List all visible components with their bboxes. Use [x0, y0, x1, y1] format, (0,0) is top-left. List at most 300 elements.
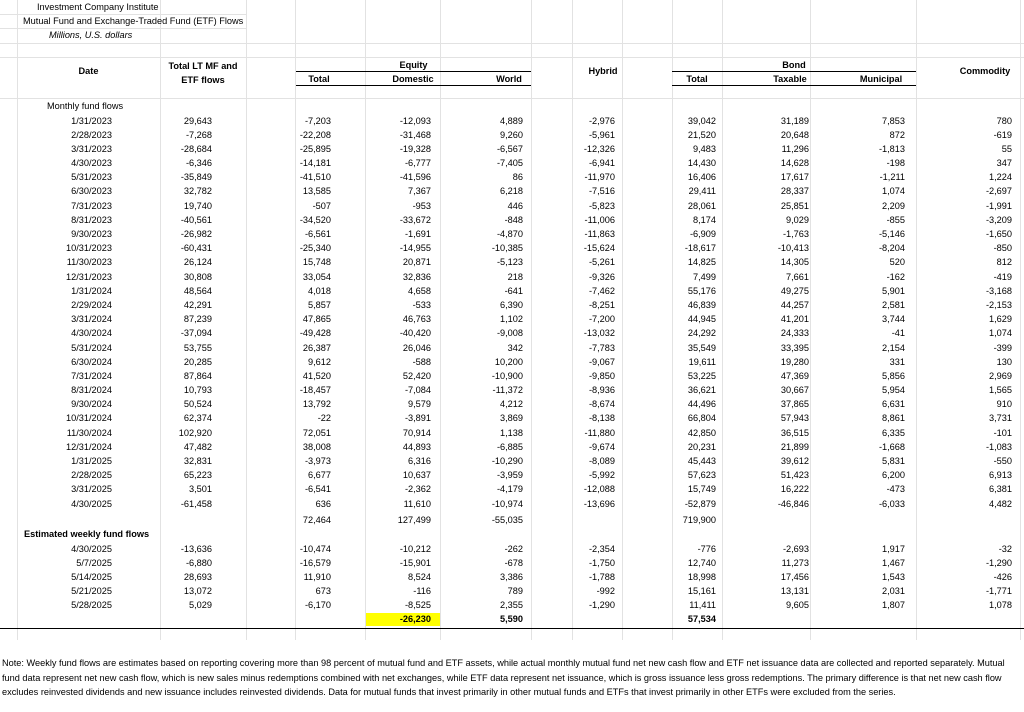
cell-hybrid: -5,261: [588, 257, 615, 268]
col-bond-group: Bond: [782, 60, 806, 70]
cell-eq-total: -6,561: [304, 229, 331, 240]
cell-total-lt: 3,501: [189, 484, 212, 495]
cell-eq-domestic: -19,328: [399, 143, 431, 154]
cell-bd-taxable: -2,693: [782, 543, 809, 554]
cell-bd-taxable: 9,029: [786, 214, 809, 225]
cell-hybrid: -9,326: [588, 271, 615, 282]
cell-bd-municipal: -1,668: [878, 441, 905, 452]
cell-eq-total: 33,054: [302, 271, 331, 282]
cell-bd-municipal: 7,853: [882, 115, 905, 126]
cell-bd-total: 15,161: [687, 586, 716, 597]
weekly-section-label: Estimated weekly fund flows: [24, 529, 150, 539]
cell-total-lt: 42,291: [183, 299, 212, 310]
cell-date: 3/31/2025: [71, 484, 112, 495]
cell-bd-municipal: 5,856: [882, 370, 905, 381]
cell-bd-municipal: 1,543: [882, 571, 905, 582]
cell-hybrid: -5,992: [588, 470, 615, 481]
cell-bd-municipal: 8,861: [882, 413, 905, 424]
cell-bd-taxable: -10,413: [777, 243, 809, 254]
cell-eq-total: 673: [315, 586, 331, 597]
cell-bd-taxable: 57,943: [780, 413, 809, 424]
cell-eq-total: -16,579: [299, 557, 331, 568]
cell-eq-total: 5,857: [308, 299, 331, 310]
cell-eq-domestic: -588: [412, 356, 431, 367]
grid-line: [622, 0, 623, 640]
cell-commodity: -1,991: [985, 200, 1012, 211]
grid-line: [0, 98, 1024, 99]
cell-total-lt: 53,755: [183, 342, 212, 353]
cell-bd-taxable: 19,280: [780, 356, 809, 367]
cell-eq-domestic: -953: [412, 200, 431, 211]
cell-commodity: 6,913: [989, 470, 1012, 481]
cell-bd-taxable: -1,763: [782, 229, 809, 240]
cell-bd-taxable: 31,189: [780, 115, 809, 126]
cell-bd-total: 12,740: [687, 557, 716, 568]
cell-eq-world: -10,974: [491, 498, 523, 509]
cell-commodity: -1,650: [985, 229, 1012, 240]
cell-hybrid: -13,032: [583, 328, 615, 339]
cell-eq-world: 1,138: [500, 427, 523, 438]
cell-eq-domestic: 26,046: [402, 342, 431, 353]
equity-sub-underline: [296, 85, 531, 86]
cell-hybrid: -7,516: [588, 186, 615, 197]
cell-eq-world: 1,102: [500, 314, 523, 325]
cell-commodity: -1,083: [985, 441, 1012, 452]
cell-eq-total: -507: [312, 200, 331, 211]
cell-commodity: 1,224: [989, 172, 1012, 183]
cell-hybrid: -7,783: [588, 342, 615, 353]
cell-eq-world: -4,179: [496, 484, 523, 495]
cell-hybrid: -2,976: [588, 115, 615, 126]
cell-eq-world: 446: [507, 200, 523, 211]
cell-total-lt: 28,693: [183, 571, 212, 582]
cell-eq-domestic: 44,893: [402, 441, 431, 452]
cell-hybrid: -9,674: [588, 441, 615, 452]
cell-bd-municipal: 2,154: [882, 342, 905, 353]
cell-commodity: 2,969: [989, 370, 1012, 381]
cell-commodity: -101: [993, 427, 1012, 438]
weekly-sum-eq-domestic: -26,230: [399, 614, 431, 624]
cell-eq-world: -4,870: [496, 229, 523, 240]
cell-eq-world: -6,885: [496, 441, 523, 452]
cell-date: 7/31/2023: [71, 200, 112, 211]
cell-bd-total: 8,174: [693, 214, 716, 225]
cell-eq-total: -25,340: [299, 243, 331, 254]
cell-bd-municipal: -8,204: [878, 243, 905, 254]
cell-eq-world: 10,200: [494, 356, 523, 367]
cell-eq-world: 6,390: [500, 299, 523, 310]
grid-line: [246, 0, 247, 640]
cell-total-lt: -35,849: [180, 172, 212, 183]
cell-hybrid: -9,067: [588, 356, 615, 367]
bond-group-underline: [672, 71, 916, 72]
cell-bd-municipal: -5,146: [878, 229, 905, 240]
cell-bd-total: -18,617: [684, 243, 716, 254]
cell-bd-total: 39,042: [687, 115, 716, 126]
cell-hybrid: -12,326: [583, 143, 615, 154]
cell-hybrid: -2,354: [588, 543, 615, 554]
cell-eq-domestic: -31,468: [399, 129, 431, 140]
cell-eq-world: 218: [507, 271, 523, 282]
cell-total-lt: 19,740: [183, 200, 212, 211]
cell-bd-total: 14,825: [687, 257, 716, 268]
cell-eq-domestic: 32,836: [402, 271, 431, 282]
cell-total-lt: 102,920: [178, 427, 212, 438]
cell-total-lt: -6,346: [185, 158, 212, 169]
cell-bd-municipal: -473: [886, 484, 905, 495]
cell-eq-world: -641: [504, 285, 523, 296]
cell-commodity: -1,290: [985, 557, 1012, 568]
cell-eq-domestic: 9,579: [408, 399, 431, 410]
cell-bd-municipal: 6,335: [882, 427, 905, 438]
col-bd-municipal: Municipal: [859, 74, 903, 84]
cell-bd-municipal: -1,813: [878, 143, 905, 154]
cell-bd-total: -776: [697, 543, 716, 554]
cell-date: 4/30/2025: [71, 543, 112, 554]
cell-bd-total: 14,430: [687, 158, 716, 169]
report-title: Mutual Fund and Exchange-Traded Fund (ETF) Flows: [23, 16, 244, 26]
cell-total-lt: 13,072: [183, 586, 212, 597]
cell-bd-municipal: 1,917: [882, 543, 905, 554]
col-total-lt: Total LT MF and ETF flows: [168, 61, 238, 85]
cell-bd-taxable: 14,305: [780, 257, 809, 268]
cell-bd-taxable: 37,865: [780, 399, 809, 410]
cell-eq-total: 41,520: [302, 370, 331, 381]
cell-commodity: -426: [993, 571, 1012, 582]
cell-bd-municipal: -6,033: [878, 498, 905, 509]
cell-eq-total: 4,018: [308, 285, 331, 296]
cell-bd-total: 53,225: [687, 370, 716, 381]
cell-total-lt: 20,285: [183, 356, 212, 367]
cell-eq-total: -7,203: [304, 115, 331, 126]
cell-hybrid: -11,970: [584, 172, 615, 183]
cell-total-lt: 62,374: [183, 413, 212, 424]
cell-hybrid: -1,788: [588, 571, 615, 582]
cell-hybrid: -7,200: [588, 314, 615, 325]
cell-eq-domestic: -7,084: [404, 385, 431, 396]
cell-total-lt: -60,431: [180, 243, 212, 254]
cell-bd-municipal: 2,031: [882, 586, 905, 597]
cell-date: 9/30/2023: [71, 229, 112, 240]
cell-bd-taxable: 11,296: [781, 143, 809, 154]
cell-hybrid: -7,462: [588, 285, 615, 296]
cell-eq-world: -7,405: [496, 158, 523, 169]
cell-eq-world: 789: [507, 586, 523, 597]
cell-commodity: 3,731: [989, 413, 1012, 424]
cell-eq-world: -9,008: [496, 328, 523, 339]
cell-bd-municipal: -162: [886, 271, 905, 282]
cell-total-lt: -6,880: [185, 557, 212, 568]
col-date: Date: [78, 66, 99, 76]
cell-bd-total: 24,292: [687, 328, 716, 339]
cell-eq-domestic: 20,871: [402, 257, 431, 268]
cell-hybrid: -13,696: [583, 498, 615, 509]
cell-eq-domestic: 46,763: [402, 314, 431, 325]
cell-total-lt: 5,029: [189, 600, 212, 611]
cell-commodity: 6,381: [989, 484, 1012, 495]
cell-date: 11/30/2024: [66, 427, 112, 438]
cell-commodity: -32: [998, 543, 1012, 554]
cell-hybrid: -8,251: [588, 299, 615, 310]
cell-bd-taxable: 11,273: [781, 557, 809, 568]
cell-eq-total: 11,910: [303, 571, 331, 582]
monthly-sum-eq-total: 72,464: [302, 515, 331, 525]
col-commodity: Commodity: [959, 66, 1011, 76]
cell-bd-taxable: 20,648: [780, 129, 809, 140]
cell-bd-municipal: 872: [889, 129, 905, 140]
cell-bd-total: 11,411: [689, 600, 716, 611]
grid-line: [0, 28, 246, 29]
cell-commodity: 1,629: [989, 314, 1012, 325]
cell-eq-total: -14,181: [299, 158, 331, 169]
cell-total-lt: -28,684: [180, 143, 212, 154]
cell-eq-world: 4,212: [500, 399, 523, 410]
cell-hybrid: -11,880: [584, 427, 615, 438]
cell-commodity: 55: [1001, 143, 1012, 154]
cell-hybrid: -8,674: [588, 399, 615, 410]
cell-eq-total: 38,008: [302, 441, 331, 452]
cell-eq-domestic: -14,955: [399, 243, 431, 254]
cell-date: 8/31/2024: [71, 385, 112, 396]
cell-bd-taxable: 25,851: [780, 200, 809, 211]
cell-eq-domestic: -3,891: [404, 413, 431, 424]
cell-eq-domestic: -15,901: [399, 557, 431, 568]
cell-eq-domestic: -10,212: [399, 543, 431, 554]
cell-bd-taxable: 24,333: [780, 328, 809, 339]
cell-commodity: -619: [993, 129, 1012, 140]
cell-hybrid: -8,089: [588, 456, 615, 467]
cell-date: 5/7/2025: [76, 557, 112, 568]
cell-bd-municipal: 3,744: [882, 314, 905, 325]
cell-hybrid: -5,961: [588, 129, 615, 140]
cell-eq-world: 4,889: [500, 115, 523, 126]
cell-eq-domestic: 6,316: [408, 456, 431, 467]
monthly-sum-eq-world: -55,035: [491, 515, 523, 525]
cell-eq-world: 3,386: [500, 571, 523, 582]
cell-commodity: -2,153: [985, 299, 1012, 310]
cell-eq-total: 13,792: [302, 399, 331, 410]
cell-bd-total: 55,176: [687, 285, 716, 296]
cell-bd-taxable: 17,617: [780, 172, 809, 183]
cell-total-lt: 65,223: [183, 470, 212, 481]
cell-bd-taxable: 13,131: [780, 586, 809, 597]
cell-eq-domestic: -12,093: [399, 115, 431, 126]
cell-hybrid: -1,290: [588, 600, 615, 611]
cell-date: 1/31/2023: [71, 115, 112, 126]
cell-date: 12/31/2023: [66, 271, 112, 282]
cell-bd-taxable: 30,667: [780, 385, 809, 396]
cell-eq-world: -678: [504, 557, 523, 568]
weekly-sum-bd-total: 57,534: [687, 614, 716, 624]
cell-total-lt: -61,458: [180, 498, 212, 509]
cell-bd-total: -52,879: [684, 498, 716, 509]
cell-bd-municipal: -41: [891, 328, 905, 339]
cell-bd-municipal: 5,831: [882, 456, 905, 467]
cell-eq-total: -34,520: [299, 214, 331, 225]
cell-eq-domestic: 8,524: [408, 571, 431, 582]
bond-sub-underline: [672, 85, 916, 86]
cell-total-lt: 50,524: [183, 399, 212, 410]
cell-total-lt: 30,808: [183, 271, 212, 282]
cell-eq-world: -10,290: [491, 456, 523, 467]
cell-date: 9/30/2024: [71, 399, 112, 410]
cell-commodity: -850: [993, 243, 1012, 254]
monthly-section-label: Monthly fund flows: [47, 101, 124, 111]
cell-commodity: -3,209: [985, 214, 1012, 225]
cell-total-lt: 48,564: [183, 285, 212, 296]
cell-bd-total: 21,520: [687, 129, 716, 140]
cell-total-lt: 29,643: [183, 115, 212, 126]
cell-bd-municipal: -198: [886, 158, 905, 169]
monthly-sum-eq-domestic: 127,499: [397, 515, 431, 525]
cell-eq-world: -10,900: [491, 370, 523, 381]
cell-bd-taxable: 41,201: [780, 314, 809, 325]
cell-bd-municipal: 5,954: [882, 385, 905, 396]
cell-total-lt: -7,268: [185, 129, 212, 140]
cell-eq-total: -18,457: [299, 385, 331, 396]
cell-bd-total: 45,443: [687, 456, 716, 467]
cell-eq-domestic: 10,637: [402, 470, 431, 481]
cell-commodity: -550: [993, 456, 1012, 467]
cell-eq-total: -25,895: [299, 143, 331, 154]
cell-bd-taxable: 17,456: [780, 571, 809, 582]
grid-line: [0, 57, 1024, 58]
cell-total-lt: 26,124: [183, 257, 212, 268]
cell-bd-total: 15,749: [687, 484, 716, 495]
col-hybrid: Hybrid: [588, 66, 618, 76]
cell-commodity: -1,771: [985, 586, 1012, 597]
cell-bd-total: 28,061: [687, 200, 716, 211]
cell-eq-world: -6,567: [496, 143, 523, 154]
cell-hybrid: -8,936: [588, 385, 615, 396]
cell-bd-total: 18,998: [687, 571, 716, 582]
cell-date: 4/30/2025: [71, 498, 112, 509]
cell-hybrid: -992: [596, 586, 615, 597]
cell-eq-total: 9,612: [308, 356, 331, 367]
cell-bd-total: 7,499: [693, 271, 716, 282]
cell-eq-total: 15,748: [302, 257, 331, 268]
cell-eq-world: 9,260: [500, 129, 523, 140]
cell-bd-taxable: 36,515: [780, 427, 809, 438]
cell-date: 2/29/2024: [71, 299, 112, 310]
cell-total-lt: -13,636: [180, 543, 212, 554]
cell-eq-world: -262: [504, 543, 523, 554]
cell-bd-taxable: 9,605: [786, 600, 809, 611]
cell-bd-municipal: 5,901: [882, 285, 905, 296]
cell-bd-municipal: -855: [886, 214, 905, 225]
cell-hybrid: -12,088: [583, 484, 615, 495]
cell-date: 3/31/2023: [71, 143, 112, 154]
cell-bd-municipal: 1,467: [882, 557, 905, 568]
cell-bd-total: 36,621: [687, 385, 716, 396]
cell-date: 5/31/2024: [71, 342, 112, 353]
cell-hybrid: -11,006: [584, 214, 615, 225]
cell-date: 7/31/2024: [71, 370, 112, 381]
grid-line: [0, 14, 246, 15]
cell-commodity: -419: [993, 271, 1012, 282]
col-bd-taxable: Taxable: [773, 74, 807, 84]
cell-hybrid: -9,850: [588, 370, 615, 381]
cell-date: 10/31/2024: [66, 413, 112, 424]
cell-total-lt: 87,239: [183, 314, 212, 325]
cell-total-lt: 32,782: [183, 186, 212, 197]
cell-date: 5/21/2025: [71, 586, 112, 597]
cell-eq-total: -22: [317, 413, 331, 424]
cell-bd-municipal: 331: [889, 356, 905, 367]
cell-bd-taxable: -46,846: [777, 498, 809, 509]
cell-bd-total: 20,231: [687, 441, 716, 452]
grid-line: [0, 43, 1024, 44]
cell-commodity: 4,482: [989, 498, 1012, 509]
cell-commodity: -399: [993, 342, 1012, 353]
cell-commodity: 910: [996, 399, 1012, 410]
cell-commodity: 1,565: [989, 385, 1012, 396]
cell-commodity: 130: [996, 356, 1012, 367]
cell-eq-total: -6,170: [304, 600, 331, 611]
col-bd-total: Total: [686, 74, 708, 84]
cell-bd-taxable: 39,612: [780, 456, 809, 467]
cell-eq-domestic: -41,596: [399, 172, 431, 183]
cell-bd-total: -6,909: [689, 229, 716, 240]
cell-commodity: 1,074: [989, 328, 1012, 339]
cell-hybrid: -15,624: [583, 243, 615, 254]
cell-bd-total: 19,611: [688, 356, 716, 367]
cell-eq-total: -22,208: [299, 129, 331, 140]
cell-total-lt: 32,831: [183, 456, 212, 467]
cell-eq-domestic: -1,691: [404, 229, 431, 240]
grid-line: [531, 0, 532, 640]
cell-date: 2/28/2023: [71, 129, 112, 140]
cell-commodity: -2,697: [985, 186, 1012, 197]
cell-bd-total: 44,945: [687, 314, 716, 325]
cell-date: 5/14/2025: [71, 571, 112, 582]
cell-date: 1/31/2025: [71, 456, 112, 467]
cell-eq-domestic: -116: [413, 586, 431, 597]
cell-eq-domestic: 4,658: [408, 285, 431, 296]
cell-bd-municipal: 6,631: [882, 399, 905, 410]
cell-date: 4/30/2024: [71, 328, 112, 339]
cell-date: 6/30/2024: [71, 356, 112, 367]
cell-eq-total: -41,510: [299, 172, 331, 183]
cell-bd-total: 35,549: [687, 342, 716, 353]
cell-date: 8/31/2023: [71, 214, 112, 225]
cell-bd-municipal: 1,074: [882, 186, 905, 197]
cell-eq-domestic: -40,420: [399, 328, 431, 339]
cell-bd-taxable: 33,395: [780, 342, 809, 353]
footnote: Note: Weekly fund flows are estimates based on reporting covering more than 98 percent of mutual fund and ETF assets, while actual monthly mutual fund net new cash flow and ETF net issuance data are collected and reported separately. Mutual fund data represent net new cash flow, which is new sales minus redemptions combined with net exchanges, while ETF data represent net issuance, which is gross issuance less gross redemptions. The primary difference is that net new cash flow excludes reinvested dividends and new issuance includes reinvested dividends. Data for mutual funds that invest primarily in other mutual funds and ETFs that invest primarily in other ETFs were excluded from the series.: [2, 658, 1005, 697]
cell-date: 10/31/2023: [66, 243, 112, 254]
cell-eq-domestic: -2,362: [404, 484, 431, 495]
cell-bd-taxable: 14,628: [780, 158, 809, 169]
cell-bd-municipal: 520: [889, 257, 905, 268]
cell-eq-total: 13,585: [302, 186, 331, 197]
cell-total-lt: -37,094: [180, 328, 212, 339]
cell-eq-total: -6,541: [304, 484, 331, 495]
cell-bd-taxable: 16,222: [780, 484, 809, 495]
cell-bd-total: 46,839: [687, 299, 716, 310]
cell-bd-taxable: 51,423: [780, 470, 809, 481]
cell-eq-world: -10,385: [491, 243, 523, 254]
cell-bd-taxable: 49,275: [780, 285, 809, 296]
grid-line: [1020, 0, 1021, 640]
cell-bd-municipal: 1,807: [882, 600, 905, 611]
cell-eq-domestic: -8,525: [404, 600, 431, 611]
weekly-sum-eq-world: 5,590: [500, 614, 523, 624]
cell-date: 11/30/2023: [66, 257, 112, 268]
cell-date: 2/28/2025: [71, 470, 112, 481]
cell-eq-total: 72,051: [302, 427, 331, 438]
cell-bd-taxable: 21,899: [780, 441, 809, 452]
